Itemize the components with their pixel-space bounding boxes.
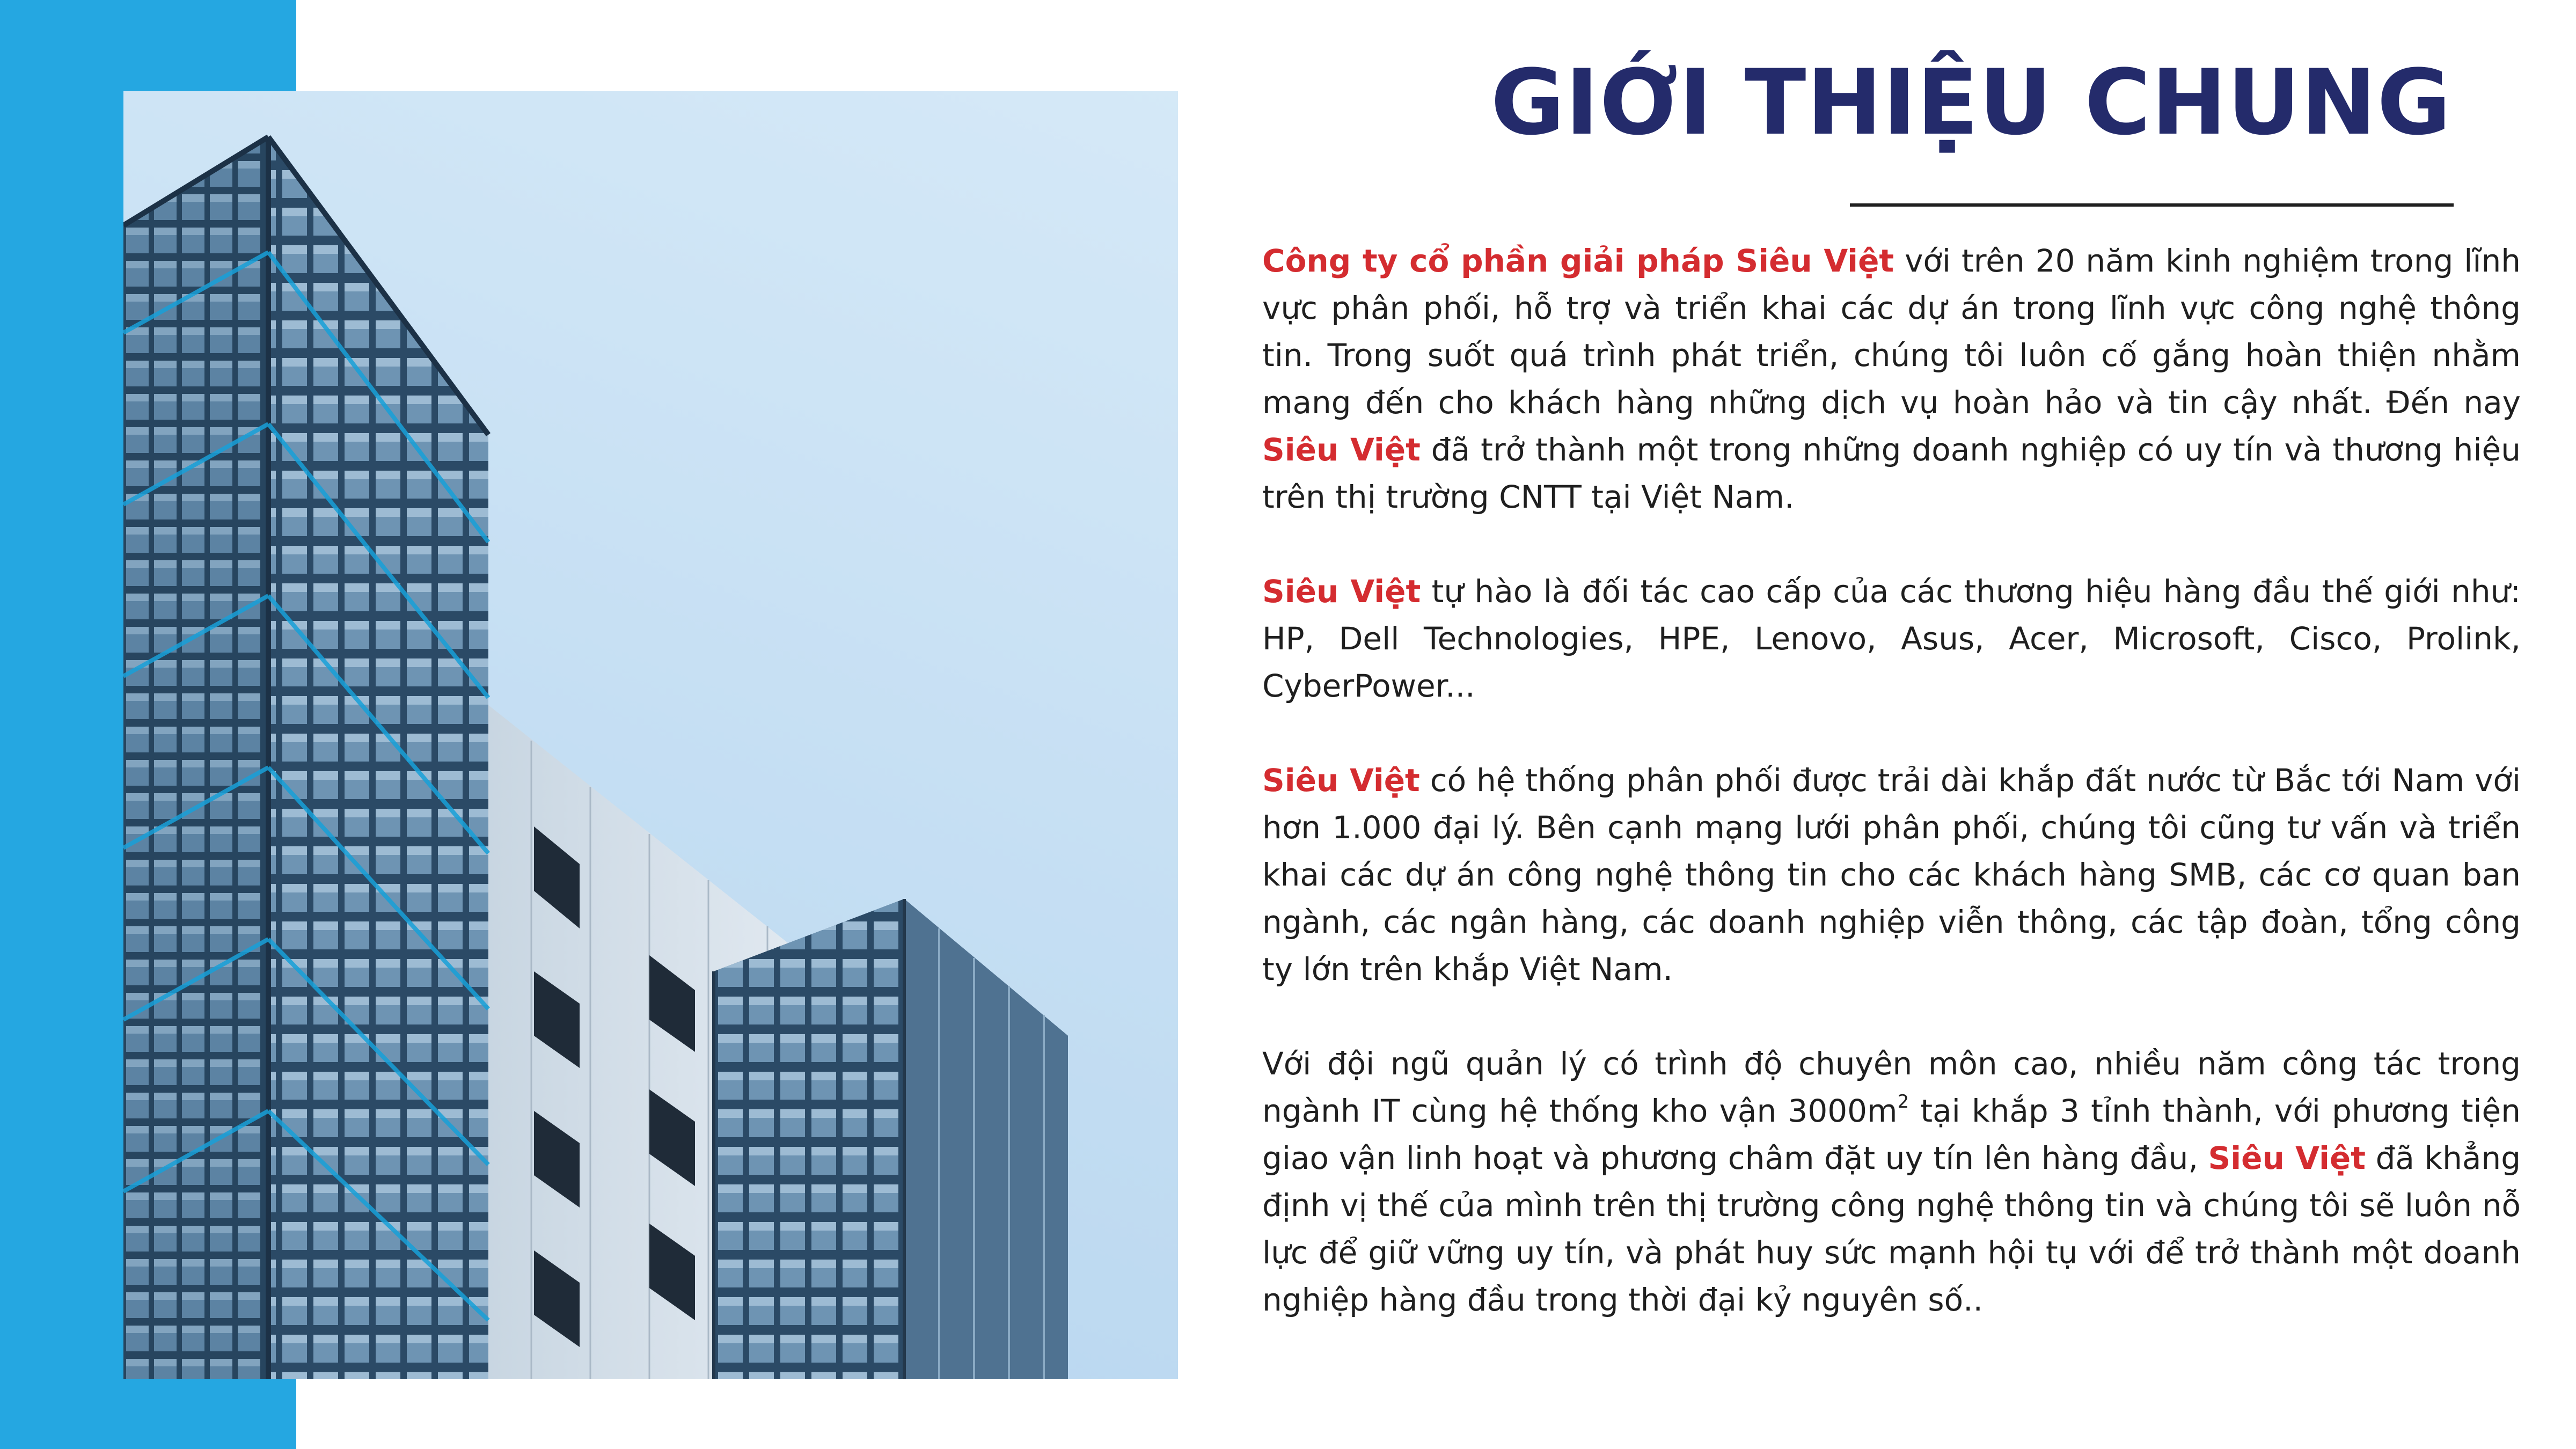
paragraph-text: đã trở thành một trong những doanh nghiệp có uy tín và thương hiệu trên thị trường CNTT tại Việt Nam.	[1262, 431, 2521, 515]
intro-paragraph-2	[1262, 568, 2521, 709]
brand-name: Siêu Việt	[1262, 573, 1421, 610]
page-title: GIỚI THIỆU CHUNG	[1490, 50, 2451, 155]
building-photo	[123, 91, 1178, 1379]
paragraph-text: đã khẳng định vị thế của mình trên thị trường công nghệ thông tin và chúng tôi sẽ luôn nỗ lực để giữ vững uy tín, và phát huy sức mạnh hội tụ với để trở thành một doanh nghiệp hàng đầu trong thời đại kỷ nguyên số..	[1262, 1140, 2521, 1318]
intro-paragraph-4	[1262, 1040, 2521, 1323]
paragraph-text: có hệ thống phân phối được trải dài khắp đất nước từ Bắc tới Nam với hơn 1.000 đại lý. Bên cạnh mạng lưới phân phối, chúng tôi cũng tư vấn và triển khai các dự án công nghệ thông tin cho các khách hàng SMB, các cơ quan ban ngành, các ngân hàng, các doanh nghiệp viễn thông, các tập đoàn, tổng công ty lớn trên khắp Việt Nam.	[1262, 762, 2521, 987]
brand-name: Siêu Việt	[1262, 431, 1421, 468]
title-divider	[1850, 203, 2454, 207]
intro-paragraph-1	[1262, 237, 2521, 521]
paragraph-text: Với đội ngũ quản lý có trình độ chuyên môn cao, nhiều năm công tác trong ngành IT cùng hệ thống kho vận 3000m	[1262, 1045, 2521, 1129]
paragraph-text: tự hào là đối tác cao cấp của các thương hiệu hàng đầu thế giới như: HP, Dell Technologies, HPE, Lenovo, Asus, Acer, Microsoft, Cisco, Prolink, CyberPower...	[1262, 573, 2521, 704]
intro-content	[1262, 237, 2521, 1323]
intro-paragraph-3	[1262, 757, 2521, 993]
brand-name: Siêu Việt	[2208, 1140, 2366, 1176]
company-name: Công ty cổ phần giải pháp Siêu Việt	[1262, 243, 1894, 279]
paragraph-text: tại khắp 3 tỉnh thành, với phương tiện giao vận linh hoạt và phương châm đặt uy tín lên hàng đầu,	[1262, 1093, 2521, 1176]
superscript: 2	[1897, 1091, 1909, 1113]
brand-name: Siêu Việt	[1262, 762, 1420, 799]
paragraph-text: với trên 20 năm kinh nghiệm trong lĩnh vực phân phối, hỗ trợ và triển khai các dự án trong lĩnh vực công nghệ thông tin. Trong suốt quá trình phát triển, chúng tôi luôn cố gắng hoàn thiện nhằm mang đến cho khách hàng những dịch vụ hoàn hảo và tin cậy nhất. Đến nay	[1262, 243, 2521, 421]
